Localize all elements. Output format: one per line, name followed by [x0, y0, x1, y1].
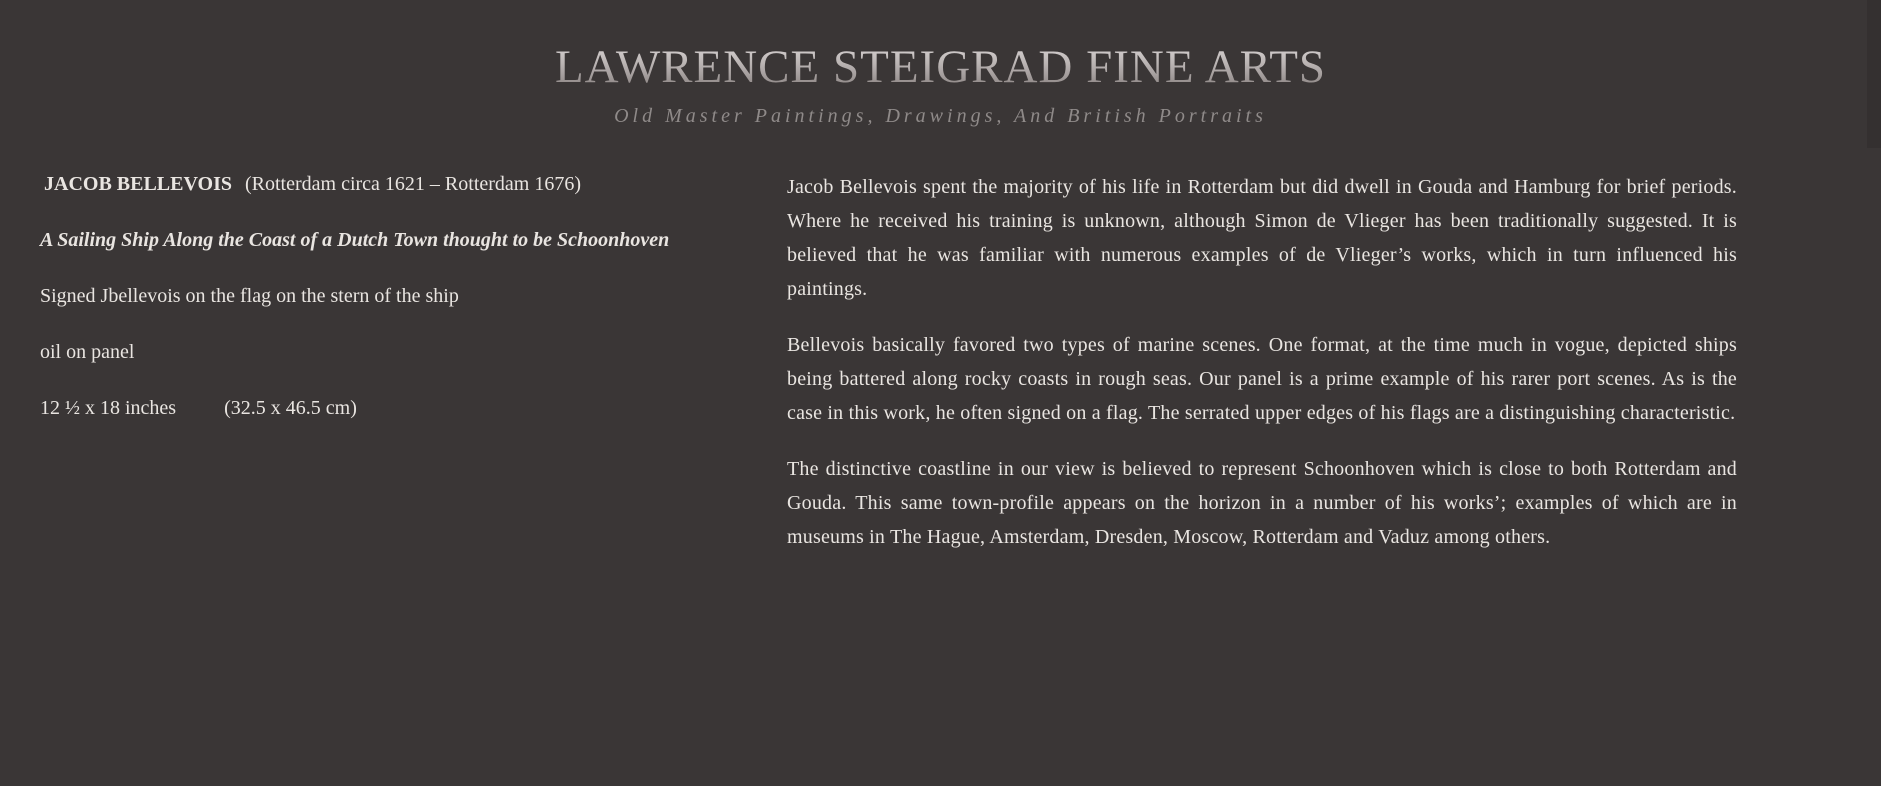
artist-dates: (Rotterdam circa 1621 – Rotterdam 1676) — [245, 173, 582, 195]
artwork-details — [40, 170, 740, 450]
description-paragraph: Jacob Bellevois spent the majority of his life in Rotterdam but did dwell in Gouda and Hamburg for brief periods. Where he received his training is unknown, although Simon de Vlieger has been traditionally suggested. It is believed that he was familiar with numerous examples of de Vlieger’s works, which in turn influenced his paintings. — [787, 176, 1737, 300]
artwork-signature: Signed Jbellevois on the flag on the stern of the ship — [40, 285, 459, 307]
site-title[interactable]: LAWRENCE STEIGRAD FINE ARTS — [0, 38, 1881, 96]
artwork-description — [787, 170, 1737, 576]
dimensions-cm: (32.5 x 46.5 cm) — [224, 397, 357, 419]
artist-line — [40, 170, 740, 198]
artist-name: JACOB BELLEVOIS — [44, 173, 232, 195]
description-paragraph: The distinctive coastline in our view is believed to represent Schoonhoven which is close to both Rotterdam and Gouda. This same town-profile appears on the horizon in a number of his works’; examples of which are in museums in The Hague, Amsterdam, Dresden, Moscow, Rotterdam and Vaduz among others. — [787, 458, 1737, 548]
artwork-dimensions — [40, 394, 740, 422]
site-tagline: Old Master Paintings, Drawings, And British Portraits — [614, 105, 1267, 127]
artwork-title: A Sailing Ship Along the Coast of a Dutch Town thought to be Schoonhoven — [40, 229, 670, 251]
site-header — [0, 38, 1881, 128]
artwork-medium: oil on panel — [40, 341, 135, 363]
dimensions-inches: 12 ½ x 18 inches — [40, 397, 177, 419]
description-paragraph: Bellevois basically favored two types of marine scenes. One format, at the time much in vogue, depicted ships being battered along rocky coasts in rough seas. Our panel is a prime example of his rarer port scenes. As is the case in this work, he often signed on a flag. The serrated upper edges of his flags are a distinguishing characteristic. — [787, 334, 1737, 424]
